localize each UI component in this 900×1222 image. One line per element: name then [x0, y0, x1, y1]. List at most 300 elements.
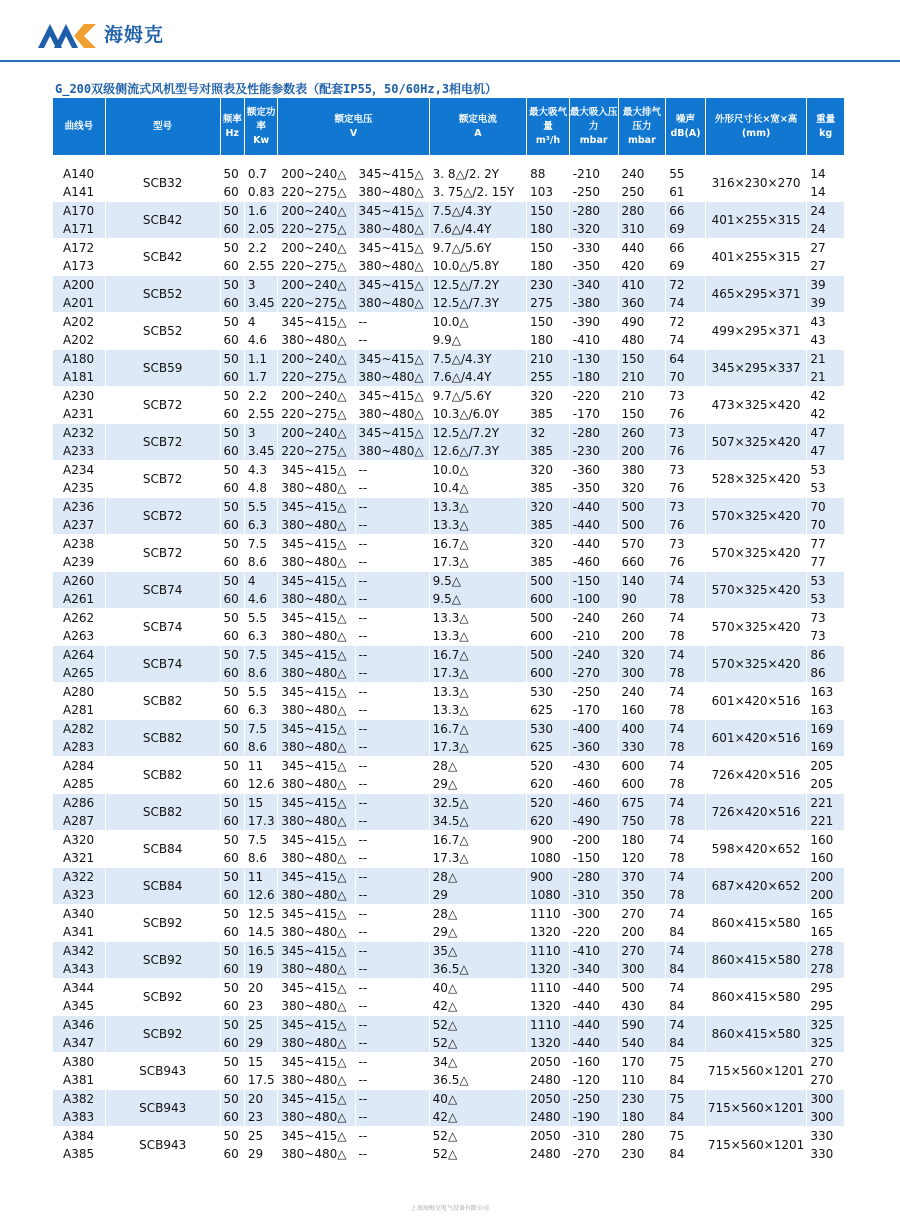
cell-code: A239: [53, 553, 106, 571]
cell-weight: 278: [807, 960, 845, 978]
cell-noise: 70: [666, 368, 706, 386]
cell-weight: 221: [807, 793, 845, 812]
cell-freq: 50: [221, 460, 245, 479]
cell-weight: 163: [807, 701, 845, 719]
cell-volt-a: 220~275△: [278, 183, 355, 201]
cell-code: A202: [53, 312, 106, 331]
cell-flow: 1080: [527, 886, 570, 904]
cell-model: SCB42: [106, 238, 221, 275]
cell-suction: -240: [570, 645, 619, 664]
cell-exhaust: 120: [619, 849, 667, 867]
cell-power: 3: [245, 423, 279, 442]
cell-suction: -410: [570, 941, 619, 960]
cell-model: SCB82: [106, 756, 221, 793]
cell-volt-b: 380~480△: [356, 183, 430, 201]
cell-volt-b: --: [356, 830, 430, 849]
cell-volt-a: 380~480△: [278, 886, 355, 904]
cell-volt-b: 380~480△: [356, 442, 430, 460]
cell-model: SCB74: [106, 571, 221, 608]
cell-suction: -220: [570, 923, 619, 941]
table-row: [53, 423, 845, 442]
cell-volt-a: 200~240△: [278, 238, 355, 257]
cell-freq: 60: [221, 923, 245, 941]
cell-current: 17.3△: [430, 664, 527, 682]
table-row: [53, 312, 845, 331]
cell-flow: 520: [527, 793, 570, 812]
cell-flow: 625: [527, 701, 570, 719]
cell-suction: -440: [570, 497, 619, 516]
cell-volt-b: --: [356, 312, 430, 331]
cell-volt-b: 345~415△: [356, 349, 430, 368]
cell-flow: 1110: [527, 904, 570, 923]
cell-power: 20: [245, 978, 279, 997]
cell-current: 29: [430, 886, 527, 904]
col-flow: 最大吸气量 m³/h: [527, 98, 570, 155]
cell-volt-b: 345~415△: [356, 201, 430, 220]
cell-current: 36.5△: [430, 1071, 527, 1089]
cell-suction: -280: [570, 423, 619, 442]
cell-suction: -460: [570, 793, 619, 812]
cell-volt-b: --: [356, 886, 430, 904]
cell-dims: 601×420×516: [706, 682, 808, 719]
cell-freq: 50: [221, 793, 245, 812]
cell-current: 42△: [430, 1108, 527, 1126]
cell-flow: 900: [527, 830, 570, 849]
cell-volt-a: 200~240△: [278, 386, 355, 405]
cell-freq: 50: [221, 201, 245, 220]
cell-volt-b: --: [356, 960, 430, 978]
cell-weight: 270: [807, 1052, 845, 1071]
cell-flow: 180: [527, 331, 570, 349]
cell-dims: 715×560×1201: [706, 1089, 808, 1126]
cell-code: A261: [53, 590, 106, 608]
cell-exhaust: 320: [619, 479, 667, 497]
cell-suction: -340: [570, 275, 619, 294]
cell-freq: 50: [221, 867, 245, 886]
cell-volt-a: 345~415△: [278, 460, 355, 479]
table-row: [53, 830, 845, 849]
cell-volt-b: --: [356, 904, 430, 923]
cell-dims: 473×325×420: [706, 386, 808, 423]
cell-power: 7.5: [245, 534, 279, 553]
cell-code: A264: [53, 645, 106, 664]
cell-volt-a: 220~275△: [278, 257, 355, 275]
cell-code: A340: [53, 904, 106, 923]
cell-current: 29△: [430, 775, 527, 793]
cell-volt-a: 345~415△: [278, 978, 355, 997]
cell-flow: 2050: [527, 1126, 570, 1145]
cell-weight: 160: [807, 830, 845, 849]
cell-noise: 75: [666, 1126, 706, 1145]
cell-noise: 84: [666, 1145, 706, 1163]
cell-current: 29△: [430, 923, 527, 941]
cell-power: 4: [245, 312, 279, 331]
cell-weight: 53: [807, 460, 845, 479]
cell-exhaust: 300: [619, 664, 667, 682]
cell-noise: 73: [666, 497, 706, 516]
cell-suction: -460: [570, 553, 619, 571]
cell-current: 3. 75△/2. 15Y: [430, 183, 527, 201]
cell-current: 7.5△/4.3Y: [430, 201, 527, 220]
cell-volt-a: 380~480△: [278, 516, 355, 534]
cell-flow: 600: [527, 590, 570, 608]
cell-volt-a: 345~415△: [278, 830, 355, 849]
cell-weight: 300: [807, 1089, 845, 1108]
cell-code: A380: [53, 1052, 106, 1071]
table-row: [53, 534, 845, 553]
cell-freq: 60: [221, 997, 245, 1015]
cell-weight: 169: [807, 719, 845, 738]
brand-name: 海姆克: [104, 24, 165, 46]
cell-noise: 76: [666, 405, 706, 423]
cell-volt-b: --: [356, 1089, 430, 1108]
cell-dims: 726×420×516: [706, 756, 808, 793]
cell-weight: 330: [807, 1145, 845, 1163]
cell-exhaust: 660: [619, 553, 667, 571]
cell-power: 8.6: [245, 553, 279, 571]
cell-code: A343: [53, 960, 106, 978]
cell-model: SCB92: [106, 1015, 221, 1052]
cell-suction: -150: [570, 849, 619, 867]
cell-code: A234: [53, 460, 106, 479]
cell-noise: 74: [666, 294, 706, 312]
cell-noise: 72: [666, 275, 706, 294]
cell-exhaust: 270: [619, 941, 667, 960]
cell-volt-b: --: [356, 775, 430, 793]
cell-volt-b: --: [356, 460, 430, 479]
cell-volt-a: 380~480△: [278, 627, 355, 645]
cell-weight: 205: [807, 775, 845, 793]
cell-current: 7.6△/4.4Y: [430, 368, 527, 386]
cell-flow: 180: [527, 257, 570, 275]
cell-weight: 165: [807, 904, 845, 923]
cell-flow: 2050: [527, 1089, 570, 1108]
cell-exhaust: 110: [619, 1071, 667, 1089]
cell-suction: -250: [570, 1089, 619, 1108]
cell-noise: 84: [666, 1108, 706, 1126]
cell-suction: -310: [570, 1126, 619, 1145]
cell-suction: -270: [570, 664, 619, 682]
cell-flow: 320: [527, 386, 570, 405]
cell-volt-b: 345~415△: [356, 164, 430, 183]
cell-freq: 50: [221, 571, 245, 590]
cell-suction: -150: [570, 571, 619, 590]
cell-code: A281: [53, 701, 106, 719]
cell-power: 23: [245, 1108, 279, 1126]
cell-volt-b: --: [356, 479, 430, 497]
cell-weight: 77: [807, 534, 845, 553]
cell-current: 52△: [430, 1126, 527, 1145]
cell-noise: 73: [666, 386, 706, 405]
cell-model: SCB72: [106, 534, 221, 571]
cell-current: 13.3△: [430, 608, 527, 627]
cell-suction: -170: [570, 701, 619, 719]
cell-exhaust: 140: [619, 571, 667, 590]
cell-volt-b: --: [356, 1071, 430, 1089]
cell-flow: 32: [527, 423, 570, 442]
cell-suction: -160: [570, 1052, 619, 1071]
cell-power: 3: [245, 275, 279, 294]
cell-volt-a: 220~275△: [278, 220, 355, 238]
cell-freq: 50: [221, 497, 245, 516]
table-row: [53, 238, 845, 257]
cell-noise: 76: [666, 516, 706, 534]
cell-volt-a: 345~415△: [278, 1052, 355, 1071]
cell-current: 17.3△: [430, 738, 527, 756]
cell-volt-b: --: [356, 849, 430, 867]
cell-noise: 74: [666, 331, 706, 349]
cell-flow: 2480: [527, 1145, 570, 1163]
cell-volt-b: --: [356, 793, 430, 812]
cell-exhaust: 170: [619, 1052, 667, 1071]
cell-current: 13.3△: [430, 516, 527, 534]
cell-weight: 43: [807, 331, 845, 349]
cell-power: 2.2: [245, 386, 279, 405]
cell-flow: 500: [527, 608, 570, 627]
cell-noise: 74: [666, 719, 706, 738]
cell-current: 10.3△/6.0Y: [430, 405, 527, 423]
cell-volt-b: --: [356, 756, 430, 775]
cell-dims: 860×415×580: [706, 1015, 808, 1052]
table-row: [53, 608, 845, 627]
cell-weight: 42: [807, 386, 845, 405]
cell-exhaust: 180: [619, 830, 667, 849]
cell-current: 10.4△: [430, 479, 527, 497]
cell-volt-a: 345~415△: [278, 571, 355, 590]
cell-flow: 150: [527, 201, 570, 220]
cell-power: 2.55: [245, 405, 279, 423]
cell-noise: 61: [666, 183, 706, 201]
table-row: [53, 349, 845, 368]
cell-suction: -130: [570, 349, 619, 368]
cell-weight: 163: [807, 682, 845, 701]
cell-flow: 2480: [527, 1071, 570, 1089]
col-model: 型号: [106, 98, 221, 155]
cell-suction: -310: [570, 886, 619, 904]
cell-volt-b: --: [356, 941, 430, 960]
cell-volt-a: 380~480△: [278, 590, 355, 608]
cell-current: 9.7△/5.6Y: [430, 386, 527, 405]
cell-code: A381: [53, 1071, 106, 1089]
cell-weight: 86: [807, 645, 845, 664]
cell-volt-a: 345~415△: [278, 719, 355, 738]
cell-noise: 74: [666, 830, 706, 849]
cell-model: SCB82: [106, 719, 221, 756]
cell-suction: -350: [570, 257, 619, 275]
cell-weight: 70: [807, 497, 845, 516]
col-suction: 最大吸入压力 mbar: [570, 98, 619, 155]
cell-volt-b: 380~480△: [356, 368, 430, 386]
cell-weight: 200: [807, 867, 845, 886]
cell-suction: -280: [570, 201, 619, 220]
cell-volt-a: 345~415△: [278, 608, 355, 627]
cell-exhaust: 260: [619, 608, 667, 627]
cell-dims: 687×420×652: [706, 867, 808, 904]
cell-suction: -460: [570, 775, 619, 793]
cell-volt-a: 345~415△: [278, 534, 355, 553]
cell-volt-b: --: [356, 571, 430, 590]
cell-noise: 78: [666, 627, 706, 645]
cell-weight: 160: [807, 849, 845, 867]
cell-current: 34.5△: [430, 812, 527, 830]
cell-weight: 278: [807, 941, 845, 960]
cell-suction: -350: [570, 479, 619, 497]
cell-freq: 50: [221, 423, 245, 442]
cell-exhaust: 600: [619, 775, 667, 793]
cell-model: SCB92: [106, 941, 221, 978]
cell-code: A323: [53, 886, 106, 904]
cell-flow: 1320: [527, 1034, 570, 1052]
footer-company: 上海海姆克电气设备有限公司: [410, 1205, 489, 1212]
cell-freq: 60: [221, 405, 245, 423]
cell-suction: -280: [570, 867, 619, 886]
cell-noise: 66: [666, 201, 706, 220]
cell-current: 13.3△: [430, 497, 527, 516]
cell-model: SCB82: [106, 682, 221, 719]
cell-model: SCB52: [106, 312, 221, 349]
cell-volt-b: 345~415△: [356, 423, 430, 442]
cell-volt-a: 200~240△: [278, 423, 355, 442]
cell-suction: -440: [570, 534, 619, 553]
cell-model: SCB84: [106, 867, 221, 904]
cell-noise: 64: [666, 349, 706, 368]
cell-dims: 465×295×371: [706, 275, 808, 312]
col-voltage: 额定电压 V: [278, 98, 429, 155]
cell-current: 12.6△/7.3Y: [430, 442, 527, 460]
cell-code: A237: [53, 516, 106, 534]
cell-exhaust: 540: [619, 1034, 667, 1052]
cell-code: A284: [53, 756, 106, 775]
cell-power: 4.6: [245, 331, 279, 349]
cell-freq: 50: [221, 1126, 245, 1145]
table-row: [53, 275, 845, 294]
cell-freq: 50: [221, 1052, 245, 1071]
col-noise: 噪声 dB(A): [666, 98, 706, 155]
cell-code: A236: [53, 497, 106, 516]
cell-freq: 50: [221, 941, 245, 960]
cell-weight: 330: [807, 1126, 845, 1145]
cell-noise: 78: [666, 590, 706, 608]
cell-flow: 1110: [527, 978, 570, 997]
cell-exhaust: 410: [619, 275, 667, 294]
cell-code: A384: [53, 1126, 106, 1145]
cell-exhaust: 260: [619, 423, 667, 442]
cell-freq: 50: [221, 978, 245, 997]
cell-suction: -200: [570, 830, 619, 849]
cell-flow: 620: [527, 812, 570, 830]
cell-volt-a: 345~415△: [278, 756, 355, 775]
cell-volt-b: 380~480△: [356, 405, 430, 423]
cell-weight: 24: [807, 201, 845, 220]
cell-current: 10.0△: [430, 460, 527, 479]
cell-weight: 53: [807, 590, 845, 608]
cell-power: 4.3: [245, 460, 279, 479]
cell-code: A285: [53, 775, 106, 793]
cell-current: 28△: [430, 904, 527, 923]
cell-current: 16.7△: [430, 830, 527, 849]
cell-dims: 528×325×420: [706, 460, 808, 497]
cell-current: 34△: [430, 1052, 527, 1071]
cell-code: A283: [53, 738, 106, 756]
cell-power: 8.6: [245, 738, 279, 756]
table-row: [53, 201, 845, 220]
cell-freq: 50: [221, 756, 245, 775]
cell-code: A232: [53, 423, 106, 442]
cell-suction: -330: [570, 238, 619, 257]
cell-volt-b: --: [356, 1108, 430, 1126]
cell-flow: 103: [527, 183, 570, 201]
cell-suction: -440: [570, 997, 619, 1015]
cell-flow: 2050: [527, 1052, 570, 1071]
cell-code: A170: [53, 201, 106, 220]
cell-power: 7.5: [245, 645, 279, 664]
cell-volt-a: 380~480△: [278, 1108, 355, 1126]
cell-volt-a: 220~275△: [278, 294, 355, 312]
cell-exhaust: 500: [619, 978, 667, 997]
cell-dims: 570×325×420: [706, 497, 808, 534]
cell-power: 12.6: [245, 886, 279, 904]
cell-current: 17.3△: [430, 849, 527, 867]
cell-volt-a: 200~240△: [278, 349, 355, 368]
cell-flow: 600: [527, 627, 570, 645]
cell-freq: 60: [221, 664, 245, 682]
cell-exhaust: 675: [619, 793, 667, 812]
cell-code: A383: [53, 1108, 106, 1126]
cell-flow: 385: [527, 516, 570, 534]
cell-current: 13.3△: [430, 627, 527, 645]
cell-current: 52△: [430, 1034, 527, 1052]
cell-flow: 180: [527, 220, 570, 238]
cell-exhaust: 750: [619, 812, 667, 830]
cell-power: 8.6: [245, 849, 279, 867]
cell-noise: 84: [666, 997, 706, 1015]
cell-weight: 42: [807, 405, 845, 423]
cell-volt-b: 345~415△: [356, 386, 430, 405]
cell-volt-a: 220~275△: [278, 368, 355, 386]
cell-current: 12.5△/7.2Y: [430, 423, 527, 442]
cell-current: 9.9△: [430, 331, 527, 349]
cell-freq: 60: [221, 1145, 245, 1163]
cell-dims: 726×420×516: [706, 793, 808, 830]
cell-noise: 78: [666, 775, 706, 793]
cell-volt-a: 220~275△: [278, 442, 355, 460]
cell-code: A238: [53, 534, 106, 553]
cell-model: SCB72: [106, 497, 221, 534]
cell-suction: -440: [570, 516, 619, 534]
cell-current: 3. 8△/2. 2Y: [430, 164, 527, 183]
cell-volt-a: 345~415△: [278, 867, 355, 886]
cell-freq: 50: [221, 1015, 245, 1034]
cell-dims: 715×560×1201: [706, 1126, 808, 1163]
cell-freq: 50: [221, 164, 245, 183]
cell-exhaust: 370: [619, 867, 667, 886]
cell-exhaust: 200: [619, 627, 667, 645]
cell-model: SCB943: [106, 1126, 221, 1163]
cell-model: SCB82: [106, 793, 221, 830]
table-row: [53, 756, 845, 775]
cell-power: 19: [245, 960, 279, 978]
cell-power: 25: [245, 1015, 279, 1034]
cell-code: A171: [53, 220, 106, 238]
cell-power: 4: [245, 571, 279, 590]
cell-model: SCB59: [106, 349, 221, 386]
cell-current: 16.7△: [430, 645, 527, 664]
cell-suction: -340: [570, 960, 619, 978]
cell-current: 9.5△: [430, 590, 527, 608]
cell-volt-a: 200~240△: [278, 201, 355, 220]
cell-power: 4.6: [245, 590, 279, 608]
cell-freq: 50: [221, 349, 245, 368]
